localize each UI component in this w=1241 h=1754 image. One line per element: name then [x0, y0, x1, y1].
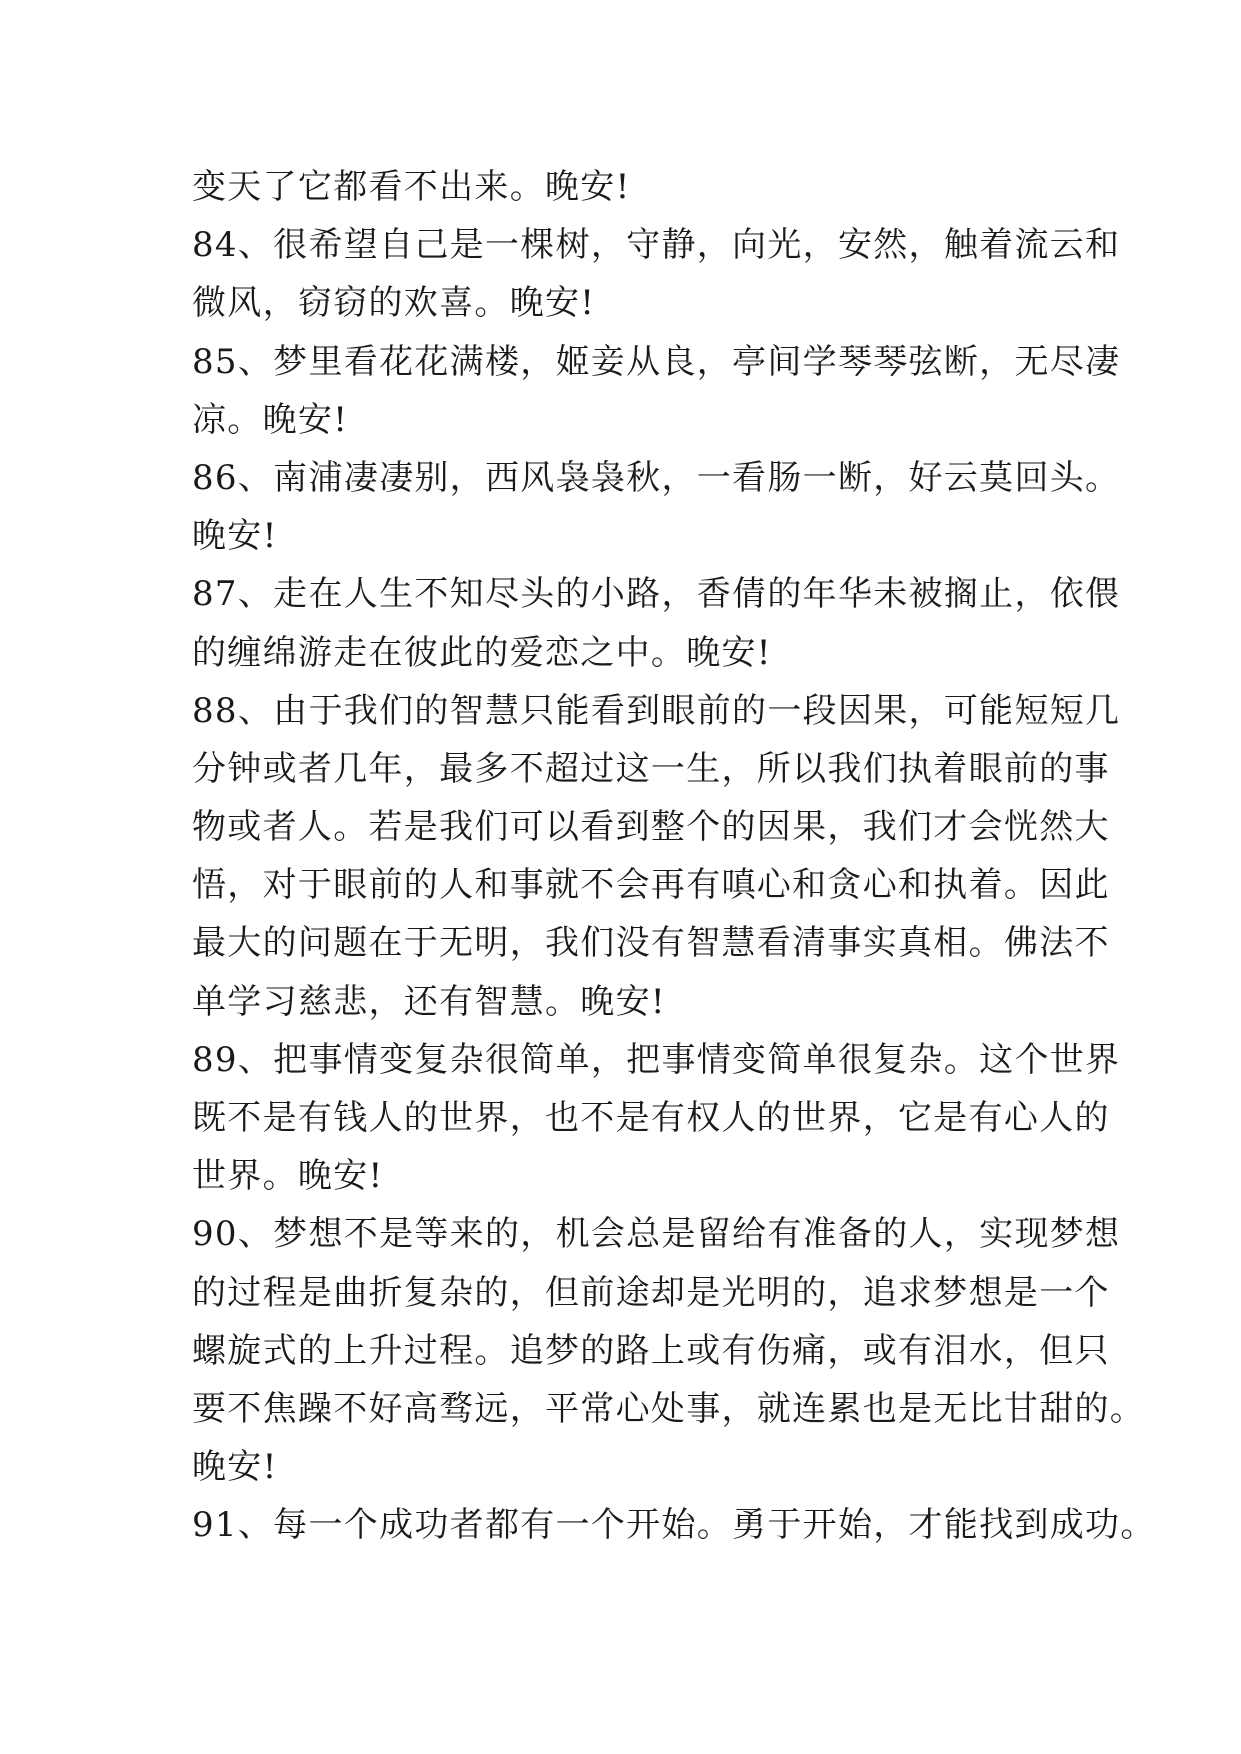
text-line: 变天了它都看不出来。晚安! — [192, 167, 631, 207]
text-line: 88、由于我们的智慧只能看到眼前的一段因果，可能短短几 — [192, 690, 1121, 731]
text-line: 凉。晚安! — [192, 399, 349, 440]
text-line: 要不焦躁不好高骛远，平常心处事，就连累也是无比甘甜的。 — [192, 1388, 1146, 1429]
text-line: 86、南浦凄凄别，西风袅袅秋，一看肠一断，好云莫回头。 — [192, 457, 1121, 498]
text-line: 85、梦里看花花满楼，姬妾从良，亭间学琴琴弦断，无尽凄 — [192, 341, 1121, 382]
text-line: 89、把事情变复杂很简单，把事情变简单很复杂。这个世界 — [192, 1039, 1121, 1080]
text-line: 悟，对于眼前的人和事就不会再有嗔心和贪心和执着。因此 — [192, 865, 1110, 906]
document-body — [192, 158, 1156, 1555]
text-line: 世界。晚安! — [192, 1156, 384, 1197]
text-line: 既不是有钱人的世界，也不是有权人的世界，它是有心人的 — [192, 1098, 1110, 1138]
text-line: 91、每一个成功者都有一个开始。勇于开始，才能找到成功。 — [192, 1505, 1156, 1546]
text-line: 单学习慈悲，还有智慧。晚安! — [192, 981, 666, 1022]
text-line: 微风，窃窃的欢喜。晚安! — [192, 283, 596, 324]
text-line: 87、走在人生不知尽头的小路，香倩的年华未被搁止，依偎 — [192, 574, 1121, 615]
text-line: 90、梦想不是等来的，机会总是留给有准备的人，实现梦想 — [192, 1214, 1121, 1255]
text-line: 最大的问题在于无明，我们没有智慧看清事实真相。佛法不 — [192, 923, 1110, 964]
text-line: 晚安! — [192, 516, 278, 557]
text-line: 84、很希望自己是一棵树，守静，向光，安然，触着流云和 — [192, 225, 1121, 266]
text-line: 的过程是曲折复杂的，但前途却是光明的，追求梦想是一个 — [192, 1272, 1110, 1313]
text-line: 分钟或者几年，最多不超过这一生，所以我们执着眼前的事 — [192, 748, 1110, 789]
text-line: 的缠绵游走在彼此的爱恋之中。晚安! — [192, 632, 772, 673]
text-line: 晚安! — [192, 1447, 278, 1488]
text-line: 螺旋式的上升过程。追梦的路上或有伤痛，或有泪水，但只 — [192, 1330, 1110, 1371]
text-line: 物或者人。若是我们可以看到整个的因果，我们才会恍然大 — [192, 807, 1110, 848]
